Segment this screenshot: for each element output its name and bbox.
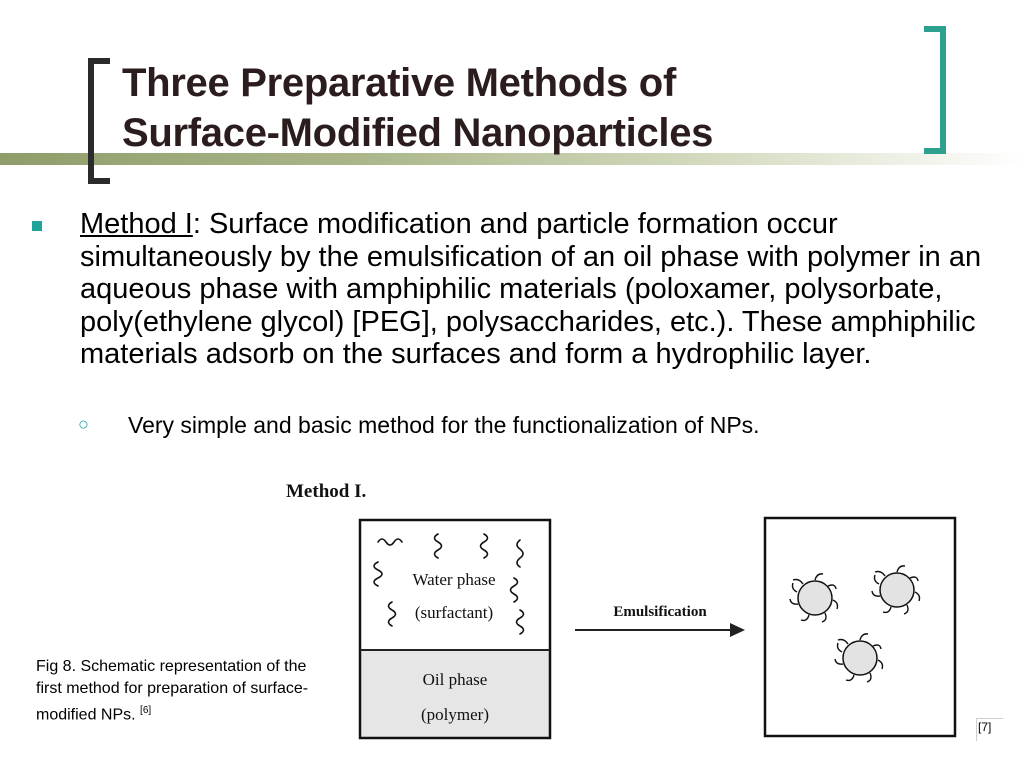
method-schematic-figure bbox=[280, 470, 990, 760]
nanoparticle-box bbox=[765, 518, 955, 736]
nanoparticle bbox=[790, 574, 838, 622]
surfactant-squiggle bbox=[435, 534, 442, 558]
surfactant-squiggle bbox=[517, 540, 523, 567]
method-description: : Surface modification and particle formation occur simultaneously by the emulsification of an oil phase with polymer in an aqueous phase with amphiphilic materials (poloxamer, polysorbate, poly(ethylene glycol) [PEG], polysaccharides, etc.). These amphiphilic materials adsorb on the surfaces and form a hydrophilic layer. bbox=[80, 208, 982, 370]
emulsification-arrow bbox=[575, 604, 745, 637]
method-term: Method I bbox=[80, 208, 193, 240]
figure-heading: Method I. bbox=[286, 481, 367, 502]
title-line-1: Three Preparative Methods of bbox=[122, 61, 676, 105]
bullet-text bbox=[80, 208, 1020, 371]
surfactant-squiggle bbox=[517, 610, 524, 634]
caption-reference: [6] bbox=[140, 705, 152, 716]
right-bracket-decoration bbox=[924, 26, 946, 154]
caption-text: Fig 8. Schematic representation of the first method for preparation of surface-modified NPs. bbox=[36, 658, 309, 724]
water-phase-label: Water phase bbox=[412, 570, 496, 589]
emulsification-label: Emulsification bbox=[613, 604, 707, 620]
reference-tag: [7] bbox=[978, 720, 992, 734]
surfactant-squiggle bbox=[511, 578, 518, 602]
nanoparticle bbox=[835, 634, 883, 682]
arrow-head bbox=[730, 623, 745, 637]
sub-bullet-circle-icon: ○ bbox=[78, 414, 89, 434]
figure-caption bbox=[36, 656, 336, 726]
left-bracket-decoration bbox=[88, 58, 110, 184]
polymer-label: (polymer) bbox=[421, 705, 489, 724]
bullet-square-icon bbox=[32, 221, 42, 231]
surfactant-squiggle bbox=[378, 539, 402, 545]
oil-phase-region bbox=[360, 650, 550, 738]
nanoparticle-box-border bbox=[765, 518, 955, 736]
emulsion-box bbox=[360, 520, 550, 738]
slide-title bbox=[122, 58, 882, 158]
surfactant-squiggle bbox=[389, 602, 396, 626]
surfactant-label: (surfactant) bbox=[414, 603, 494, 622]
nanoparticle bbox=[872, 566, 920, 614]
surfactant-squiggle bbox=[481, 534, 488, 558]
oil-phase-label: Oil phase bbox=[422, 670, 488, 689]
title-line-2: Surface-Modified Nanoparticles bbox=[122, 111, 714, 155]
sub-bullet-text: Very simple and basic method for the functionalization of NPs. bbox=[128, 412, 760, 438]
surfactant-squiggle bbox=[374, 562, 382, 586]
